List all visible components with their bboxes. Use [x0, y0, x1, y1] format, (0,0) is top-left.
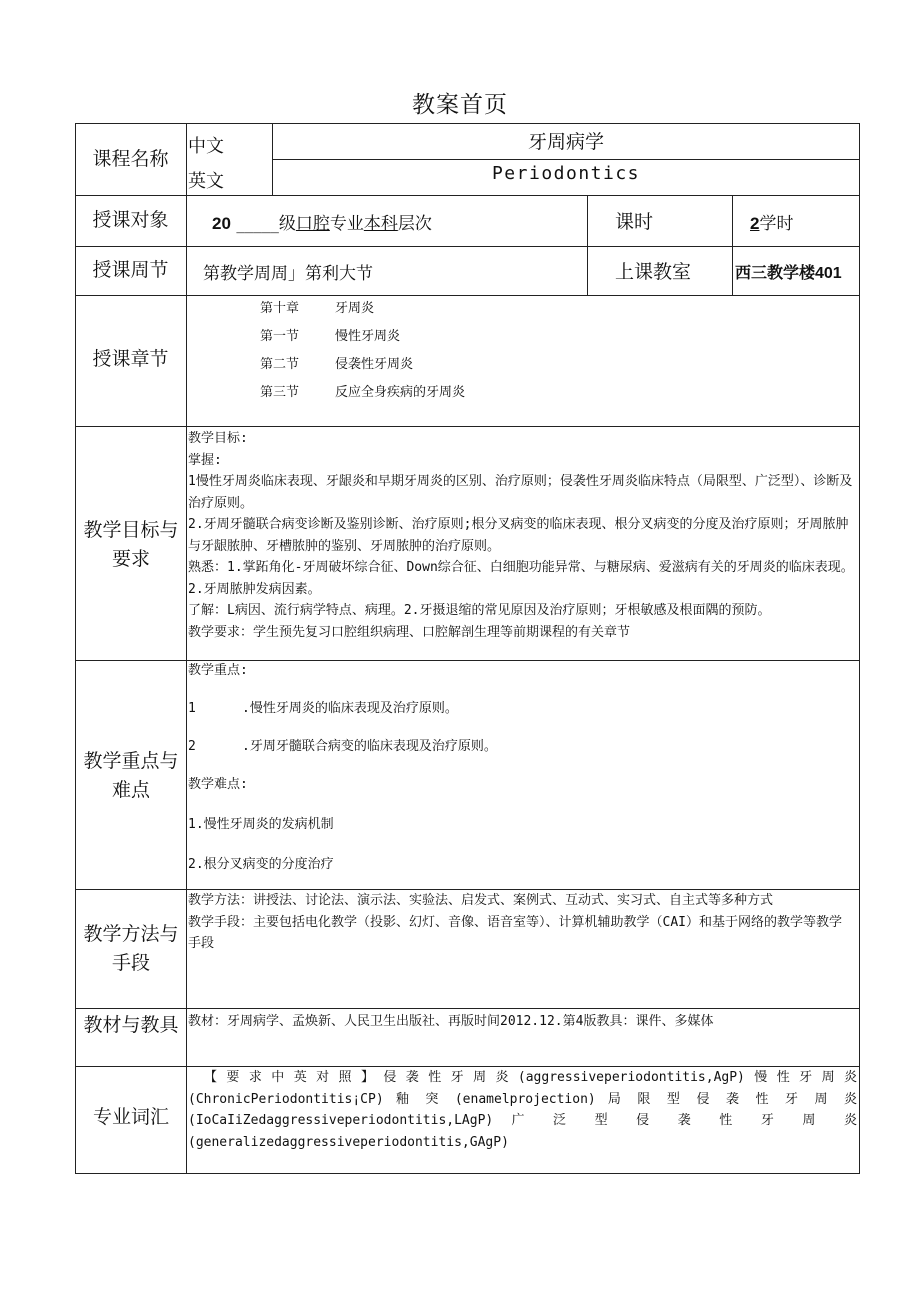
course-cn-label: 中文	[188, 136, 224, 157]
terms-line: 【要求中英对照】侵袭性牙周炎(aggressiveperiodontitis,AgP)慢性牙周炎	[204, 1070, 857, 1085]
audience-label: 授课对象	[92, 209, 169, 231]
methods-text	[188, 890, 854, 955]
chapter-line: 第十章 牙周炎	[260, 301, 375, 316]
methods-line: 教学方法：讲授法、讨论法、演示法、实验法、启发式、案例式、互动式、实习式、自主式等多种方式	[188, 893, 774, 908]
means-line: 教学手段：主要包括电化教学（投影、幻灯、音像、语音室等）、计算机辅助教学（CAI）和基于网络的教学等教学手段	[188, 914, 842, 951]
objectives-line: 教学目标:	[188, 431, 248, 446]
terms-label: 专业词汇	[92, 1106, 169, 1128]
page-title: 教案首页	[412, 92, 508, 118]
hours-value	[750, 209, 793, 234]
focus-title: 教学重点:	[188, 663, 248, 678]
chapter-label: 授课章节	[92, 348, 169, 370]
course-en-value: Periodontics	[491, 163, 641, 184]
room-value: 西三教学楼401	[735, 265, 842, 282]
terms-line: (IoCaIiZedaggressiveperiodontitis,LAgP) 广 泛 型 侵 袭 性 牙 周 炎	[188, 1113, 857, 1128]
course-en-label: 英文	[188, 171, 224, 192]
audience-blank: _____	[236, 214, 279, 234]
room-label: 上课教室	[615, 261, 692, 283]
objectives-line: 教学要求：学生预先复习口腔组织病理、口腔解剖生理等前期课程的有关章节	[188, 624, 631, 640]
materials-label: 教材与教具	[83, 1014, 179, 1036]
difficulty-item: 2.根分叉病变的分度治疗	[188, 857, 334, 872]
hours-unit: 学时	[759, 214, 794, 234]
objectives-line: 1慢性牙周炎临床表现、牙龈炎和早期牙周炎的区别、治疗原则；侵袭性牙周炎临床特点（局限型、广泛型）、诊断及治疗原则。	[188, 474, 853, 511]
audience-year: 20	[212, 214, 231, 233]
hours-number: 2	[750, 214, 760, 233]
focus-item: 1 .慢性牙周炎的临床表现及治疗原则。	[188, 701, 458, 716]
chapter-list	[260, 295, 660, 407]
week-label: 授课周节	[92, 259, 169, 281]
methods-label: 教学方法与手段	[83, 923, 179, 974]
terms-line: (generalizedaggressiveperiodontitis,GAgP)	[188, 1134, 509, 1150]
objectives-line: 了解：L病因、流行病学特点、病理。2.牙摄退缩的常见原因及治疗原则；牙根敏感及根面隅的预防。	[188, 603, 771, 618]
focus-item: 2 .牙周牙髓联合病变的临床表现及治疗原则。	[188, 739, 497, 754]
objectives-label: 教学目标与要求	[83, 519, 179, 570]
keypoints-text	[188, 661, 854, 874]
objectives-line: 2.牙周牙髓联合病变诊断及鉴别诊断、治疗原则;根分叉病变的临床表现、根分叉病变的分度及治疗原则；牙周脓肿与牙龈脓肿、牙槽脓肿的鉴别、牙周脓肿的治疗原则。	[188, 517, 849, 554]
audience-level: 本科	[363, 214, 398, 234]
difficulty-item: 1.慢性牙周炎的发病机制	[188, 817, 334, 832]
week-value: 第教学周周」第利大节	[203, 264, 373, 284]
chapter-line: 第一节 慢性牙周炎	[260, 329, 401, 344]
keypoints-label: 教学重点与难点	[83, 750, 179, 801]
terms-text	[188, 1067, 857, 1153]
course-cn-value: 牙周病学	[527, 131, 604, 153]
audience-grade-suffix: 级	[278, 214, 296, 234]
objectives-text	[188, 428, 854, 643]
chapter-line: 第三节 反应全身疾病的牙周炎	[260, 385, 466, 400]
audience-major: 口腔	[295, 214, 330, 234]
lesson-plan-table	[75, 123, 860, 1174]
difficulty-title: 教学难点:	[188, 777, 248, 792]
objectives-line: 掌握:	[188, 452, 222, 468]
audience-value	[212, 209, 432, 234]
materials-text: 教材：牙周病学、孟焕新、人民卫生出版社、再版时间2012.12.第4版教具：课件、多媒体	[188, 1014, 714, 1029]
audience-level-suffix: 层次	[397, 214, 432, 234]
terms-line: (ChronicPeriodontitis¡CP) 釉 突 (enamelprojection) 局 限 型 侵 袭 性 牙 周 炎	[188, 1091, 857, 1107]
audience-major-suffix: 专业	[329, 214, 364, 234]
course-name-label: 课程名称	[92, 148, 169, 170]
objectives-line: 熟悉：1.掌跖角化-牙周破坏综合征、Down综合征、白细胞功能异常、与糖尿病、爱滋病有关的牙周炎的临床表现。2.牙周脓肿发病因素。	[188, 560, 854, 597]
hours-label: 课时	[615, 211, 654, 233]
chapter-line: 第二节 侵袭性牙周炎	[260, 357, 414, 372]
